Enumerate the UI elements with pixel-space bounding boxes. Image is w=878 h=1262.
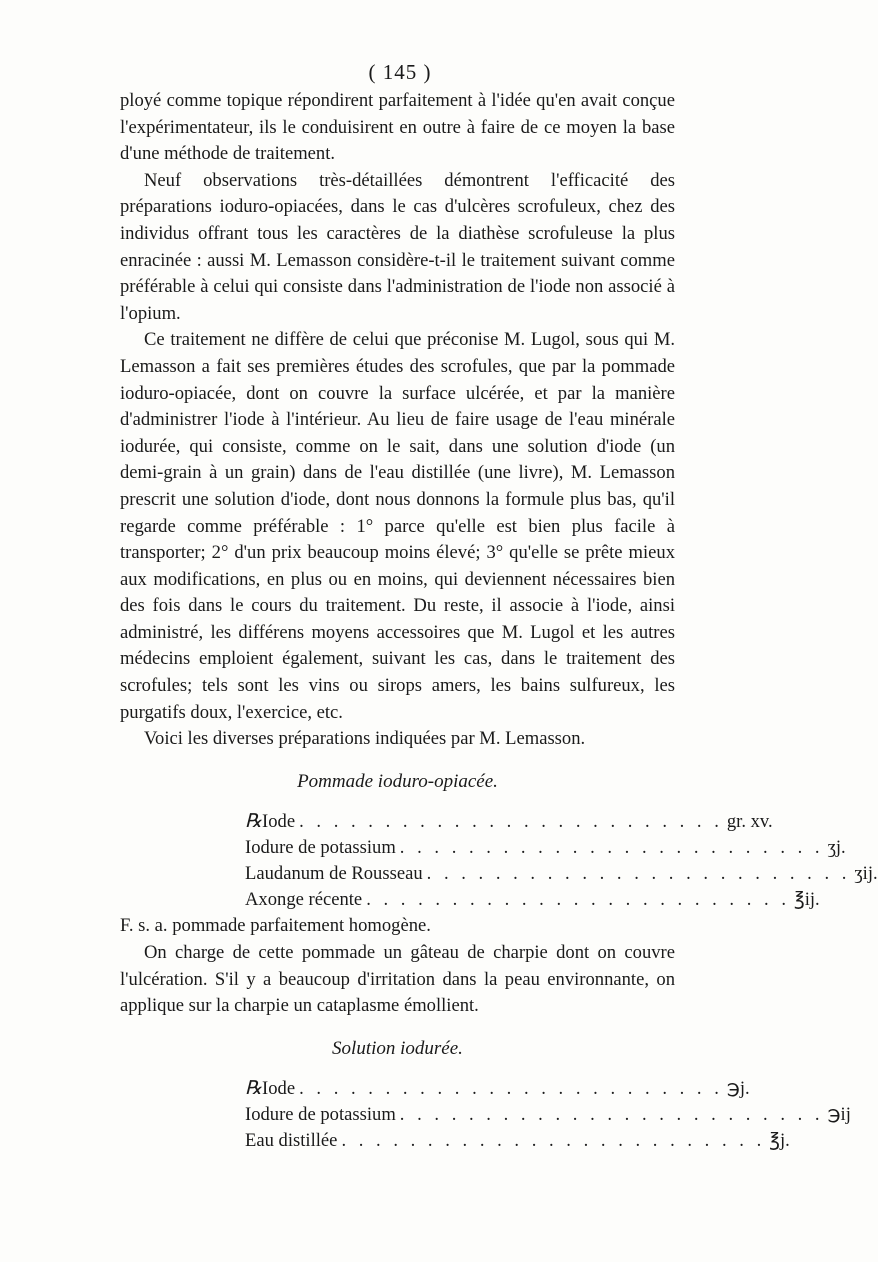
leader-dots: . . . . . . . . . . . . . . . . . . . . . . . . . [366, 889, 790, 911]
pommade-note: F. s. a. pommade parfaitement homogène. [120, 915, 431, 937]
recipe-line [245, 835, 846, 861]
recipe-line [245, 861, 878, 887]
pommade-recipe [245, 809, 878, 913]
recipe-line [245, 887, 820, 913]
leader-dots: . . . . . . . . . . . . . . . . . . . . . . . . . [299, 811, 723, 833]
page-number: ( 145 ) [368, 60, 432, 84]
ingredient-name: Axonge récente [245, 889, 363, 911]
pommade-usage: On charge de cette pommade un gâteau de charpie dont on couvre l'ulcération. S'il y a beaucoup d'irritation dans la peau environnante, on applique sur la charpie un cataplasme émollient. [120, 942, 675, 1017]
leader-dots: . . . . . . . . . . . . . . . . . . . . . . . . . [299, 1078, 723, 1100]
ingredient-name: Laudanum de Rousseau [245, 863, 423, 885]
recipe-line [245, 809, 773, 835]
pommade-title: Pommade ioduro-opiacée. [297, 770, 498, 792]
ingredient-name: Eau distillée [245, 1130, 338, 1152]
paragraph-3: Ce traitement ne diffère de celui que préconise M. Lugol, sous qui M. Lemasson a fait ses premières études des scrofules, que par la pommade ioduro-opiacée, dont on couvre la surface ulcérée, et par la manière d'administrer l'iode à l'intérieur. Au lieu de faire usage de l'eau minérale iodurée, qui consiste, comme on le sait, dans une solution d'iode (un demi-grain à un grain) dans de l'eau distillée (une livre), M. Lemasson prescrit une solution d'iode, dont nous donnons la formule plus bas, qu'il regarde comme préférable : 1° parce qu'elle est bien plus facile à transporter; 2° d'un prix beaucoup moins élevé; 3° qu'elle se prête mieux aux modifications, en plus ou en moins, qui deviennent nécessaires bien des fois dans le cours du traitement. Du reste, il associe à l'iode, ainsi administré, les différens moyens accessoires que M. Lugol et les autres médecins emploient également, suivant les cas, dans le traitement des scrofules; tels sont les vins ou sirops amers, les bains sulfureux, les purgatifs doux, l'exercice, etc. [120, 329, 675, 723]
recipe-line [245, 1102, 851, 1128]
ingredient-dose: ℥ij. [793, 889, 820, 911]
ingredient-dose: ℈j. [726, 1078, 750, 1100]
paragraph-4: Voici les diverses préparations indiquées par M. Lemasson. [144, 728, 586, 750]
recipe-line [245, 1128, 790, 1154]
ingredient-dose: ℈ij [827, 1104, 851, 1126]
paragraph-1: ployé comme topique répondirent parfaitement à l'idée qu'en avait conçue l'expérimentateur, ils le conduisirent en outre à faire de ce moyen la base d'une méthode de traitement. [120, 90, 675, 165]
leader-dots: . . . . . . . . . . . . . . . . . . . . . . . . . [399, 1104, 824, 1126]
ingredient-name: Iode [262, 1078, 296, 1100]
ingredient-name: Iode [262, 811, 296, 833]
paragraph-2: Neuf observations très-détaillées démontrent l'efficacité des préparations ioduro-opiacées, dans le cas d'ulcères scrofuleux, chez des individus offrant tous les caractères de la diathèse scrofuleuse la plus enracinée : aussi M. Lemasson considère-t-il le traitement suivant comme préférable à celui qui consiste dans l'administration de l'iode non associé à l'opium. [120, 169, 675, 324]
ingredient-dose: ℥j. [769, 1130, 790, 1152]
leader-dots: . . . . . . . . . . . . . . . . . . . . . . . . . [399, 837, 824, 859]
leader-dots: . . . . . . . . . . . . . . . . . . . . . . . . . [426, 863, 851, 885]
recipe-symbol: ℞ [245, 1078, 263, 1100]
recipe-line [245, 1076, 750, 1102]
solution-recipe [245, 1076, 851, 1154]
ingredient-name: Iodure de potassium [245, 837, 396, 859]
ingredient-dose: gr. xv. [726, 811, 773, 833]
leader-dots: . . . . . . . . . . . . . . . . . . . . . . . . . [341, 1130, 766, 1152]
ingredient-dose: ʒij. [854, 863, 878, 885]
page-body [120, 88, 878, 1154]
ingredient-name: Iodure de potassium [245, 1104, 396, 1126]
ingredient-dose: ʒj. [827, 837, 846, 859]
recipe-symbol: ℞ [245, 811, 263, 833]
solution-title: Solution iodurée. [332, 1037, 463, 1059]
